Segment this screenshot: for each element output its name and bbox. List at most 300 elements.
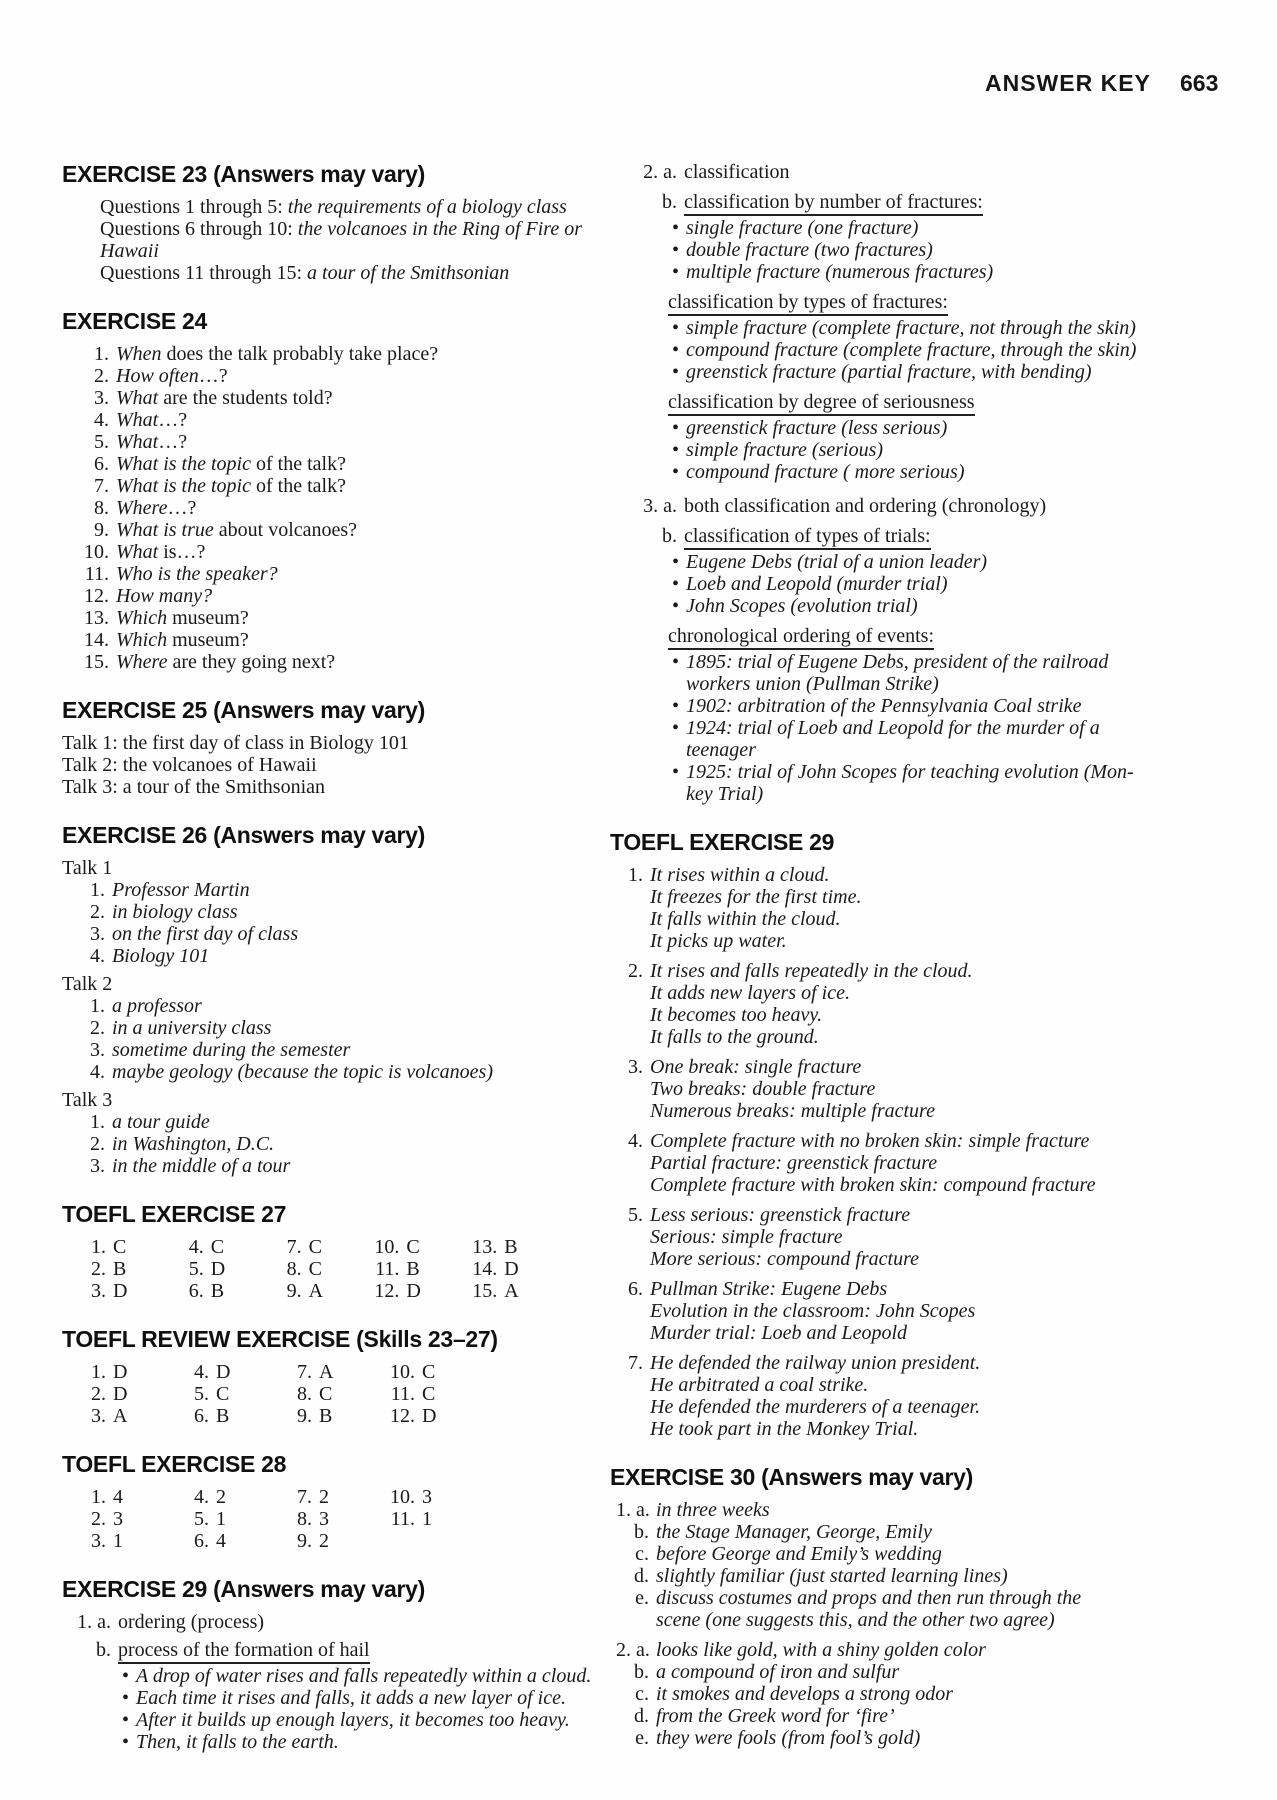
text-segment: Questions 6 through 10: — [100, 218, 298, 240]
line-text — [656, 1521, 932, 1543]
line-text — [686, 739, 756, 761]
bullet-marker: • — [121, 1709, 129, 1731]
question-number: 9. — [297, 1405, 312, 1427]
text-segment: A drop of water rises and falls repeatedly within a cloud. — [136, 1665, 592, 1687]
text-segment: classification of types of trials: — [684, 525, 931, 547]
text-segment: teenager — [686, 739, 756, 761]
answer-grid — [62, 1486, 564, 1552]
list-marker: 4. — [90, 945, 105, 967]
line-text — [112, 945, 209, 967]
answer-line — [610, 1078, 1250, 1100]
list-marker: 1. a. — [77, 1611, 111, 1633]
answer-line — [610, 1300, 1250, 1322]
line-text — [686, 317, 1136, 339]
text-segment: Then, it falls to the earth. — [136, 1731, 339, 1753]
question-number: 5. — [194, 1383, 209, 1405]
text-segment: before George and Emily’s wedding — [656, 1543, 942, 1565]
line-text — [650, 1152, 937, 1174]
section-heading: EXERCISE 25 (Answers may vary) — [62, 697, 426, 723]
answer-line — [62, 1611, 564, 1633]
question-number: 2. — [91, 1508, 106, 1530]
list-marker: d. — [634, 1565, 649, 1587]
bullet-marker: • — [671, 339, 679, 361]
list-marker: 6. — [94, 453, 109, 475]
text-segment: What is the topic — [116, 453, 251, 475]
line-text — [686, 551, 987, 573]
line-text — [650, 1396, 980, 1418]
line-text — [100, 196, 567, 218]
answer-cell — [281, 1383, 384, 1405]
answer-line — [62, 387, 564, 409]
text-segment: greenstick fracture (partial fracture, with bending) — [686, 361, 1092, 383]
answer-cell — [75, 1280, 173, 1302]
line-text — [112, 1155, 290, 1177]
line-text — [116, 497, 196, 519]
line-text — [684, 161, 790, 183]
answer-letter: D — [210, 1258, 226, 1280]
answer-line — [610, 1352, 1250, 1374]
text-segment: Murder trial: Loeb and Leopold — [650, 1322, 908, 1344]
text-segment: Partial fracture: greenstick fracture — [650, 1152, 938, 1174]
answer-cell — [271, 1258, 369, 1280]
answer-cell — [178, 1530, 281, 1552]
line-text — [686, 761, 1134, 783]
bullet-marker: • — [671, 695, 679, 717]
question-number: 1. — [91, 1361, 106, 1383]
text-segment: of the talk? — [250, 475, 346, 497]
answer-line — [610, 673, 1250, 695]
answer-cell — [368, 1280, 466, 1302]
line-text — [650, 960, 973, 982]
answer-line — [62, 409, 564, 431]
line-text — [650, 1100, 935, 1122]
question-number: 10. — [390, 1361, 415, 1383]
section-heading: EXERCISE 23 (Answers may vary) — [62, 161, 426, 187]
text-segment: What — [116, 541, 159, 563]
answer-cell — [173, 1280, 271, 1302]
bullet-marker: • — [671, 317, 679, 339]
question-number: 6. — [194, 1405, 209, 1427]
answer-line — [610, 1609, 1250, 1631]
section-heading: TOEFL EXERCISE 28 — [62, 1451, 287, 1477]
text-segment: on the first day of class — [112, 923, 299, 945]
answer-line — [62, 732, 564, 754]
text-segment: Questions 11 through 15: — [100, 262, 308, 284]
text-segment: from the Greek word for ‘fire’ — [656, 1705, 895, 1727]
line-text — [62, 732, 409, 754]
text-segment: are the students told? — [158, 387, 333, 409]
answer-line — [610, 1418, 1250, 1440]
text-segment: in three weeks — [656, 1499, 770, 1521]
list-marker: 15. — [84, 651, 109, 673]
text-segment: It adds new layers of ice. — [650, 982, 850, 1004]
answer-letter: D — [504, 1258, 519, 1280]
running-header-title: ANSWER KEY — [985, 70, 1151, 96]
answer-line — [610, 161, 1250, 183]
question-number: 10. — [390, 1486, 415, 1508]
answer-line — [62, 923, 564, 945]
question-number: 12. — [390, 1405, 415, 1427]
line-text — [650, 1374, 868, 1396]
line-text — [656, 1565, 1008, 1587]
list-marker: b. — [662, 525, 677, 547]
list-marker: d. — [634, 1705, 649, 1727]
list-marker: 1. — [628, 864, 643, 886]
left-column — [62, 161, 592, 1753]
list-marker: 2. — [94, 365, 109, 387]
answer-line — [610, 960, 1250, 982]
section-heading: EXERCISE 30 (Answers may vary) — [610, 1464, 974, 1490]
answer-grid — [62, 1236, 564, 1302]
line-text — [650, 864, 829, 886]
question-number: 3. — [91, 1280, 106, 1302]
list-marker: 14. — [84, 629, 109, 651]
text-segment: the requirements of a biology class — [287, 196, 567, 218]
line-text — [656, 1683, 953, 1705]
grid-column — [75, 1361, 178, 1427]
line-text — [116, 387, 333, 409]
answer-line — [62, 1133, 564, 1155]
line-text — [112, 1061, 493, 1083]
text-segment: multiple fracture (numerous fractures) — [686, 261, 994, 283]
answer-line — [610, 1705, 1250, 1727]
bullet-marker: • — [121, 1731, 129, 1753]
answer-cell — [178, 1405, 281, 1427]
grid-column — [384, 1361, 487, 1427]
line-text — [62, 754, 317, 776]
list-marker: b. — [634, 1661, 649, 1683]
text-segment: 1895: trial of Eugene Debs, president of the railroad — [686, 651, 1109, 673]
text-segment: single fracture (one fracture) — [686, 217, 919, 239]
list-marker: 10. — [84, 541, 109, 563]
line-text — [116, 651, 335, 673]
text-segment: workers union (Pullman Strike) — [686, 673, 939, 695]
list-marker: 1. — [94, 343, 109, 365]
answer-line — [610, 573, 1250, 595]
answer-letter: B — [406, 1258, 420, 1280]
line-text — [116, 343, 438, 365]
answer-line — [610, 1278, 1250, 1300]
line-text — [62, 857, 112, 879]
text-segment: 1902: arbitration of the Pennsylvania Coal strike — [686, 695, 1082, 717]
answer-line — [610, 908, 1250, 930]
answer-line — [610, 217, 1250, 239]
underlined-heading-line — [610, 391, 1250, 413]
underlined-heading-line — [610, 525, 1250, 547]
answer-line — [62, 453, 564, 475]
line-text — [118, 1639, 370, 1664]
answer-cell — [75, 1530, 178, 1552]
answer-cell — [281, 1486, 384, 1508]
answer-cell — [75, 1361, 178, 1383]
list-marker: 7. — [94, 475, 109, 497]
answer-line — [610, 1661, 1250, 1683]
answer-cell — [173, 1258, 271, 1280]
question-number: 8. — [297, 1508, 312, 1530]
text-segment: of the talk? — [250, 453, 346, 475]
bullet-marker: • — [121, 1665, 129, 1687]
text-segment: He arbitrated a coal strike. — [650, 1374, 869, 1396]
answer-line — [62, 857, 564, 879]
list-marker: 3. — [90, 1039, 105, 1061]
answer-letter: B — [319, 1405, 333, 1427]
list-marker: 8. — [94, 497, 109, 519]
text-segment: It falls to the ground. — [650, 1026, 819, 1048]
answer-letter: A — [319, 1361, 334, 1383]
answer-line — [62, 754, 564, 776]
question-number: 12. — [374, 1280, 400, 1302]
line-text — [118, 1611, 264, 1633]
answer-cell — [271, 1280, 369, 1302]
answer-line — [610, 1322, 1250, 1344]
bullet-marker: • — [671, 261, 679, 283]
answer-line — [62, 607, 564, 629]
text-segment: the Stage Manager, George, Emily — [656, 1521, 932, 1543]
answer-letter: 2 — [319, 1486, 329, 1508]
underlined-heading-line — [610, 291, 1250, 313]
text-segment: Questions 1 through 5: — [100, 196, 288, 218]
list-marker: 3. a. — [643, 495, 677, 517]
line-text — [686, 783, 763, 805]
text-segment: compound fracture (complete fracture, through the skin) — [686, 339, 1137, 361]
text-segment: Complete fracture with no broken skin: simple fracture — [650, 1130, 1090, 1152]
line-text — [656, 1727, 920, 1749]
line-text — [650, 1078, 875, 1100]
bullet-marker: • — [671, 439, 679, 461]
text-segment: Where — [116, 497, 168, 519]
answer-cell — [178, 1361, 281, 1383]
answer-line — [610, 739, 1250, 761]
answer-line — [610, 1130, 1250, 1152]
list-marker: 4. — [90, 1061, 105, 1083]
section-heading: EXERCISE 24 — [62, 308, 207, 334]
text-segment: simple fracture (serious) — [686, 439, 884, 461]
answer-line — [62, 1687, 564, 1709]
list-marker: 5. — [94, 431, 109, 453]
text-segment: classification by degree of seriousness — [668, 391, 975, 413]
answer-line — [62, 365, 564, 387]
line-text — [116, 629, 249, 651]
answer-line — [610, 695, 1250, 717]
answer-cell — [178, 1508, 281, 1530]
text-segment: both classification and ordering (chronology) — [684, 495, 1047, 517]
text-segment: classification by number of fractures: — [684, 191, 983, 213]
line-text — [112, 879, 250, 901]
answer-letter: 4 — [113, 1486, 123, 1508]
answer-letter: D — [113, 1280, 128, 1302]
text-segment: scene (one suggests this, and the other two agree) — [656, 1609, 1055, 1631]
text-segment: sometime during the semester — [112, 1039, 351, 1061]
answer-letter: D — [422, 1405, 437, 1427]
text-segment: greenstick fracture (less serious) — [686, 417, 948, 439]
answer-letter: 3 — [319, 1508, 329, 1530]
answer-line — [62, 651, 564, 673]
text-segment: Who is the speaker? — [116, 563, 278, 585]
line-text — [136, 1687, 566, 1709]
line-text — [650, 886, 861, 908]
line-text — [650, 1226, 843, 1248]
answer-line — [610, 495, 1250, 517]
answer-line — [62, 1155, 564, 1177]
question-number: 10. — [374, 1236, 400, 1258]
line-text — [650, 1352, 980, 1374]
text-segment: What is the topic — [116, 475, 251, 497]
text-segment: How often — [116, 365, 199, 387]
answer-grid — [62, 1361, 564, 1427]
answer-cell — [75, 1486, 178, 1508]
underlined-heading-line — [62, 1639, 564, 1661]
text-segment: Eugene Debs (trial of a union leader) — [686, 551, 988, 573]
list-marker: 7. — [628, 1352, 643, 1374]
line-text — [112, 901, 238, 923]
text-segment: is…? — [158, 541, 206, 563]
text-segment: in the middle of a tour — [112, 1155, 291, 1177]
grid-column — [271, 1236, 369, 1302]
list-marker: e. — [635, 1587, 649, 1609]
bullet-marker: • — [671, 761, 679, 783]
grid-column — [466, 1236, 564, 1302]
text-segment: It rises within a cloud. — [650, 864, 830, 886]
answer-line — [610, 1226, 1250, 1248]
answer-letter: B — [113, 1258, 127, 1280]
text-segment: It becomes too heavy. — [650, 1004, 823, 1026]
text-segment: a professor — [112, 995, 202, 1017]
text-segment: It rises and falls repeatedly in the cloud. — [650, 960, 973, 982]
line-text — [650, 908, 841, 930]
grid-column — [75, 1236, 173, 1302]
line-text — [62, 973, 112, 995]
answer-line — [62, 218, 582, 240]
text-segment: Talk 2 — [62, 973, 113, 995]
text-segment: compound fracture ( more serious) — [686, 461, 965, 483]
question-number: 6. — [188, 1280, 204, 1302]
answer-line — [610, 361, 1250, 383]
question-number: 5. — [194, 1508, 209, 1530]
underlined-heading-line — [610, 191, 1250, 213]
text-segment: It picks up water. — [650, 930, 787, 952]
text-segment: does the talk probably take place? — [161, 343, 439, 365]
line-text — [650, 1056, 861, 1078]
answer-line — [610, 886, 1250, 908]
answer-line — [610, 439, 1250, 461]
text-segment: slightly familiar (just started learning lines) — [656, 1565, 1008, 1587]
line-text — [116, 453, 346, 475]
section-heading: TOEFL EXERCISE 29 — [610, 829, 835, 855]
answer-letter: 1 — [113, 1530, 123, 1552]
text-segment: Talk 3: a tour of the Smithsonian — [62, 776, 326, 798]
question-number: 4. — [194, 1486, 209, 1508]
answer-line — [610, 1683, 1250, 1705]
list-marker: 11. — [84, 563, 109, 585]
answer-letter: B — [216, 1405, 230, 1427]
text-segment: a tour guide — [112, 1111, 210, 1133]
answer-cell — [368, 1236, 466, 1258]
text-segment: Which — [116, 629, 168, 651]
answer-letter: 1 — [422, 1508, 432, 1530]
grid-column — [281, 1361, 384, 1427]
answer-line — [610, 1521, 1250, 1543]
section-heading: TOEFL EXERCISE 27 — [62, 1201, 287, 1227]
answer-line — [610, 1565, 1250, 1587]
answer-line — [610, 783, 1250, 805]
underlined-heading-line — [610, 625, 1250, 647]
answer-line — [610, 1004, 1250, 1026]
answer-cell — [466, 1236, 564, 1258]
answer-cell — [281, 1405, 384, 1427]
text-segment: …? — [158, 409, 188, 431]
line-text — [112, 923, 298, 945]
grid-column — [281, 1486, 384, 1552]
bullet-marker: • — [671, 361, 679, 383]
answer-line — [610, 651, 1250, 673]
line-text — [650, 1204, 910, 1226]
text-segment: museum? — [167, 607, 249, 629]
text-segment: Where — [116, 651, 168, 673]
text-segment: Pullman Strike: Eugene Debs — [650, 1278, 888, 1300]
list-marker: 2. a. — [616, 1639, 650, 1661]
text-segment: maybe geology (because the topic is volcanoes) — [112, 1061, 493, 1083]
text-segment: Numerous breaks: multiple fracture — [650, 1100, 935, 1122]
line-text — [112, 1111, 210, 1133]
grid-column — [173, 1236, 271, 1302]
answer-line — [62, 1709, 570, 1731]
answer-line — [62, 1731, 564, 1753]
text-segment: More serious: compound fracture — [650, 1248, 920, 1270]
bullet-marker: • — [671, 417, 679, 439]
text-segment: looks like gold, with a shiny golden color — [656, 1639, 986, 1661]
line-text — [112, 1133, 274, 1155]
answer-line — [62, 1665, 592, 1687]
answer-cell — [384, 1383, 487, 1405]
answer-letter: B — [210, 1280, 225, 1302]
answer-cell — [368, 1258, 466, 1280]
answer-line — [62, 196, 567, 218]
text-segment: Talk 1: the first day of class in Biology 101 — [62, 732, 409, 754]
line-text — [136, 1709, 570, 1731]
line-text — [656, 1609, 1055, 1631]
text-segment: museum? — [167, 629, 249, 651]
line-text — [100, 262, 509, 284]
list-marker: 2. — [90, 901, 105, 923]
bullet-marker: • — [671, 551, 679, 573]
list-marker: 6. — [628, 1278, 643, 1300]
text-segment: in a university class — [112, 1017, 272, 1039]
list-marker: 12. — [84, 585, 109, 607]
question-number: 9. — [297, 1530, 312, 1552]
line-text — [112, 995, 202, 1017]
answer-line — [62, 563, 564, 585]
question-number: 2. — [91, 1383, 106, 1405]
list-marker: b. — [96, 1639, 111, 1661]
line-text — [650, 1278, 887, 1300]
right-column — [610, 161, 1250, 1749]
answer-cell — [75, 1236, 173, 1258]
section-heading: EXERCISE 26 (Answers may vary) — [62, 822, 426, 848]
question-number: 2. — [91, 1258, 106, 1280]
text-segment: What is true — [116, 519, 214, 541]
answer-cell — [281, 1361, 384, 1383]
text-segment: Talk 3 — [62, 1089, 113, 1111]
list-marker: 3. — [90, 923, 105, 945]
answer-cell — [75, 1405, 178, 1427]
text-segment: He defended the railway union president. — [650, 1352, 981, 1374]
bullet-marker: • — [671, 717, 679, 739]
text-segment: in Washington, D.C. — [112, 1133, 275, 1155]
text-segment: it smokes and develops a strong odor — [656, 1683, 954, 1705]
question-number: 14. — [472, 1258, 498, 1280]
list-marker: 2. — [628, 960, 643, 982]
line-text — [668, 391, 975, 416]
